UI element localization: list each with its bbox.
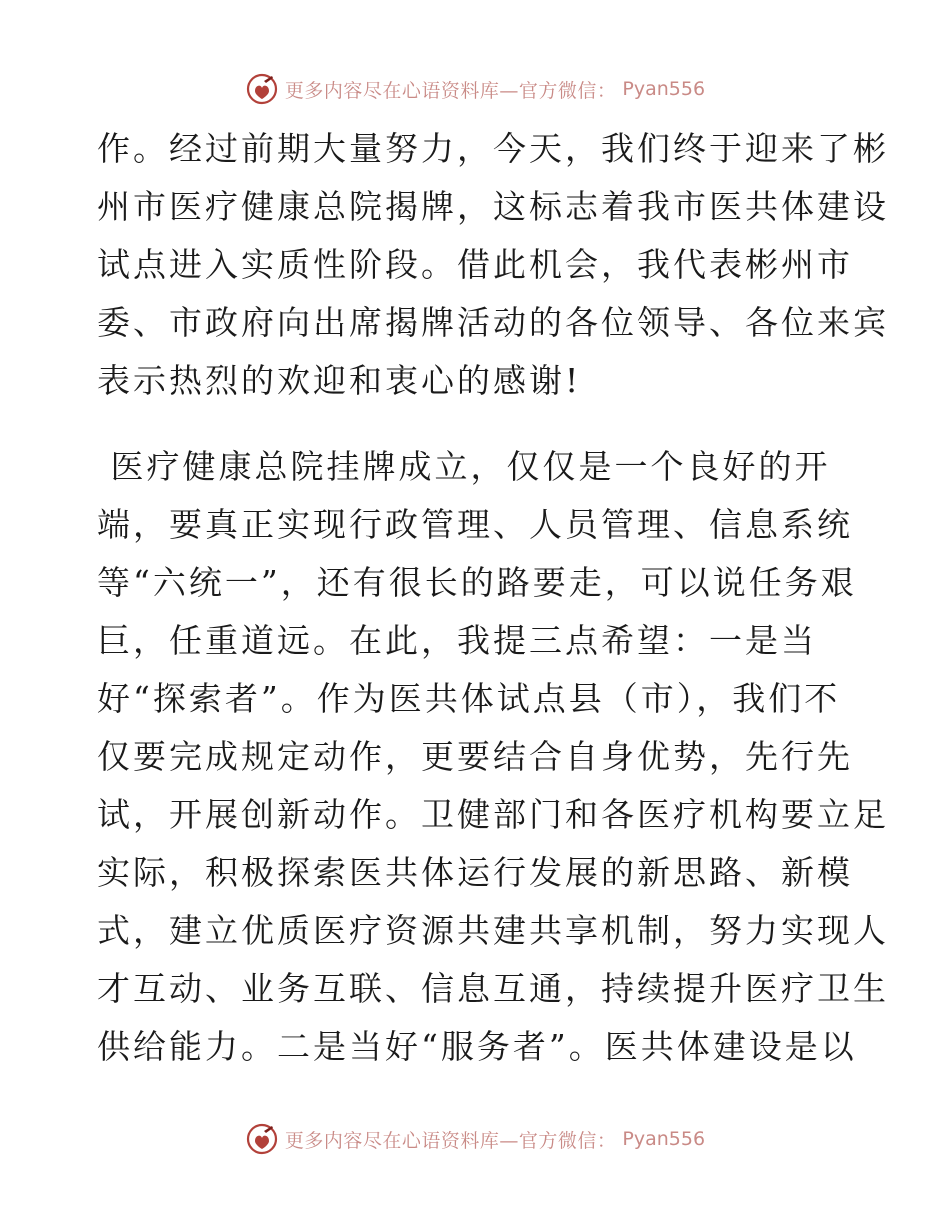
watermark-wechat-id: Pyan556 — [622, 78, 706, 100]
text-line: 仅要完成规定动作，更要结合自身优势，先行先 — [97, 737, 853, 776]
text-line: 试，开展创新动作。卫健部门和各医疗机构要立足 — [97, 795, 889, 834]
text-line: 等“六统一”，还有很长的路要走，可以说任务艰 — [97, 563, 857, 602]
watermark-text: 更多内容尽在心语资料库—官方微信： — [284, 79, 617, 102]
text-line: 委、市政府向出席揭牌活动的各位领导、各位来宾 — [97, 303, 889, 342]
text-line: 试点进入实质性阶段。借此机会，我代表彬州市 — [97, 245, 853, 284]
watermark-wechat-id: Pyan556 — [622, 1128, 706, 1150]
text-line: 好“探索者”。作为医共体试点县（市），我们不 — [97, 679, 841, 718]
paragraph-2 — [97, 438, 889, 1076]
document-body — [97, 120, 889, 1076]
heart-pen-logo-icon — [245, 72, 279, 106]
text-line: 医疗健康总院挂牌成立，仅仅是一个良好的开 — [97, 447, 831, 486]
text-line: 才互动、业务互联、信息互通，持续提升医疗卫生 — [97, 969, 889, 1008]
header-watermark — [0, 72, 950, 106]
heart-pen-logo-icon — [245, 1122, 279, 1156]
text-line: 端，要真正实现行政管理、人员管理、信息系统 — [97, 505, 853, 544]
text-line: 供给能力。二是当好“服务者”。医共体建设是以 — [97, 1027, 857, 1066]
footer-watermark — [0, 1122, 950, 1156]
text-line: 巨，任重道远。在此，我提三点希望：一是当 — [97, 621, 817, 660]
text-line: 实际，积极探索医共体运行发展的新思路、新模 — [97, 853, 853, 892]
text-line: 式，建立优质医疗资源共建共享机制，努力实现人 — [97, 911, 889, 950]
text-line: 表示热烈的欢迎和衷心的感谢! — [97, 361, 582, 400]
watermark-text: 更多内容尽在心语资料库—官方微信： — [284, 1129, 617, 1152]
text-line: 作。经过前期大量努力，今天，我们终于迎来了彬 — [97, 129, 889, 168]
text-line: 州市医疗健康总院揭牌，这标志着我市医共体建设 — [97, 187, 889, 226]
paragraph-1 — [97, 120, 889, 410]
